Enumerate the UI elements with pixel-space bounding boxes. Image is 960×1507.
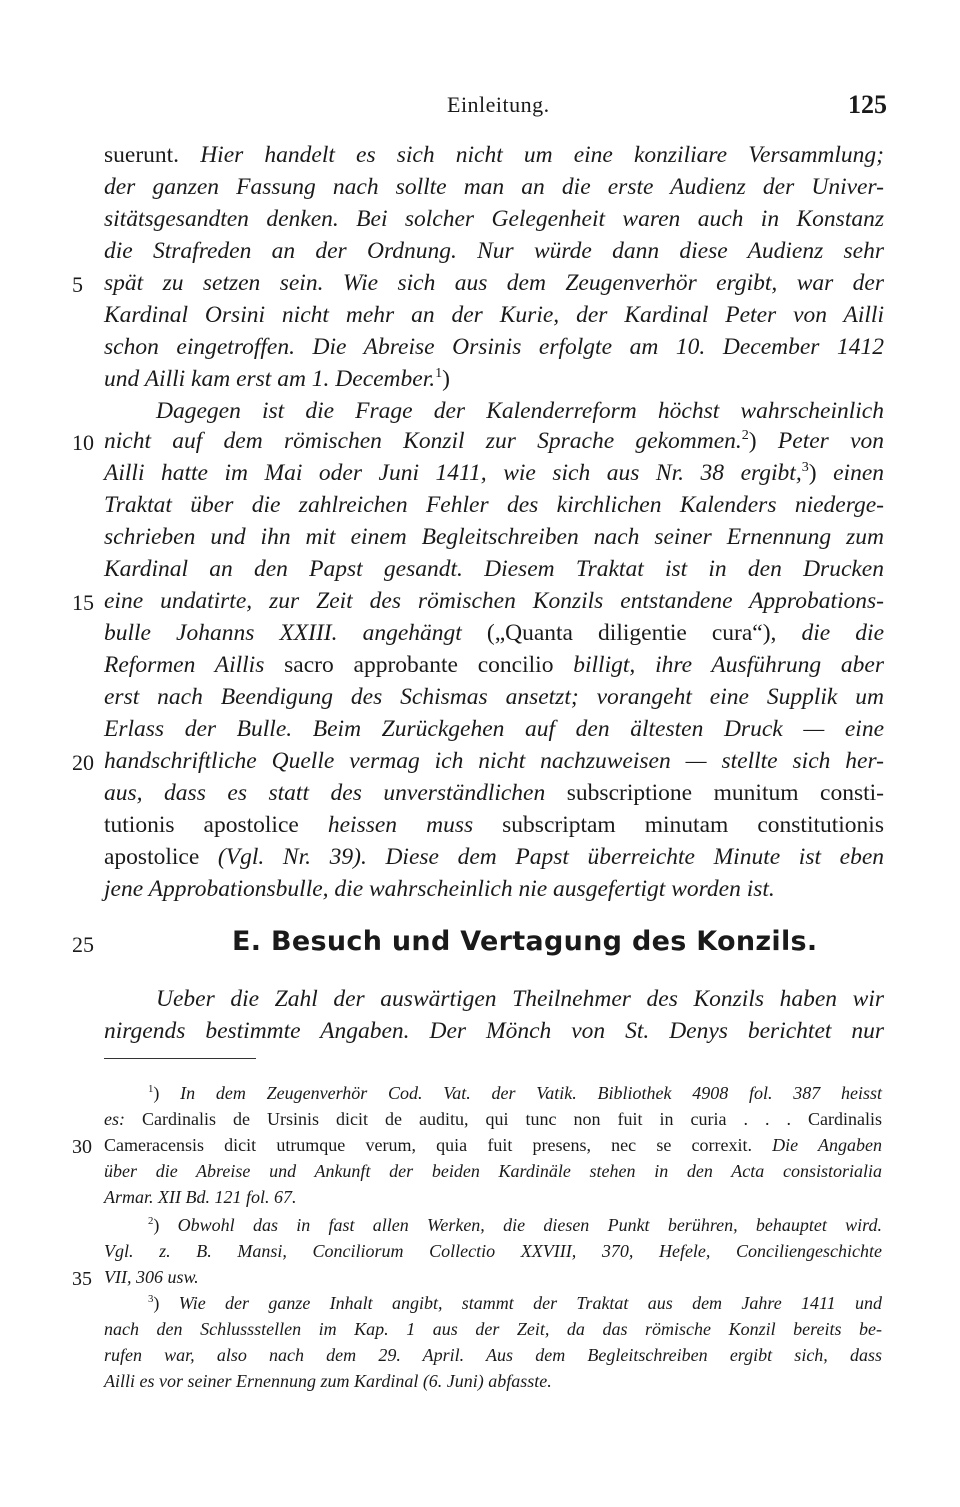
text-line: sitätsgesandten denken. Bei solcher Gelegenheit waren auch in Konstanz xyxy=(104,206,884,232)
text-line: Erlass der Bulle. Beim Zurückgehen auf den ältesten Druck — eine xyxy=(104,716,884,742)
text-line: und Ailli kam erst am 1. December.$^1$) xyxy=(104,365,450,392)
text-line: apostolice (Vgl. Nr. 39). Diese dem Papst überreichte Minute ist eben xyxy=(104,844,885,870)
page-number: 125 xyxy=(848,90,887,119)
footnote-line: rufen war, also nach dem 29. April. Aus dem Begleitschreiben ergibt sich, dass xyxy=(104,1345,882,1365)
text-line: handschriftliche Quelle vermag ich nicht nachzuweisen — stellte sich her- xyxy=(104,748,884,774)
footnote-line: es: Cardinalis de Ursinis dicit de auditu, qui tunc non fuit in curia . . . Cardinalis xyxy=(104,1109,882,1129)
footnote-line: Cameracensis dicit utrumque verum, quia fuit presens, nec se correxit. Die Angaben xyxy=(104,1135,882,1155)
line-number: 15 xyxy=(72,590,94,615)
running-head xyxy=(0,92,960,128)
text-line: Kardinal an den Papst gesandt. Diesem Traktat ist in den Drucken xyxy=(104,556,884,582)
text-line: Kardinal Orsini nicht mehr an der Kurie, der Kardinal Peter von Ailli xyxy=(104,302,884,328)
text-line: die Strafreden an der Ordnung. Nur würde dann diese Audienz sehr xyxy=(104,238,884,264)
footnote-line: Armar. XII Bd. 121 fol. 67. xyxy=(104,1187,297,1207)
running-head-title: Einleitung. xyxy=(447,92,550,117)
text-line: nirgends bestimmte Angaben. Der Mönch von St. Denys berichtet nur xyxy=(104,1018,884,1044)
line-number: 10 xyxy=(72,430,94,455)
text-line: erst nach Beendigung des Schismas ansetzt; vorangeht eine Supplik um xyxy=(104,684,884,710)
line-number: 35 xyxy=(72,1268,92,1290)
text-line: nicht auf dem römischen Konzil zur Sprache gekommen.$^2$) Peter von xyxy=(104,427,884,454)
text-line: bulle Johanns XXIII. angehängt („Quanta diligentie cura“), die die xyxy=(104,620,885,646)
text-line: Ueber die Zahl der auswärtigen Theilnehmer des Konzils haben wir xyxy=(156,986,884,1012)
line-number: 20 xyxy=(72,750,94,775)
footnote-line: VII, 306 usw. xyxy=(104,1267,199,1287)
footnote-line: $^2$) Obwohl das in fast allen Werken, die diesen Punkt berühren, behauptet wird. xyxy=(148,1215,882,1235)
footnote-rule xyxy=(104,1058,256,1059)
section-heading: E. Besuch und Vertagung des Konzils. xyxy=(232,926,818,957)
text-line: schrieben und ihn mit einem Begleitschreiben nach seiner Ernennung zum xyxy=(104,524,884,550)
text-line: schon eingetroffen. Die Abreise Orsinis erfolgte am 10. December 1412 xyxy=(104,334,884,360)
footnote-line: nach den Schlussstellen im Kap. 1 aus der Zeit, da das römische Konzil bereits be- xyxy=(104,1319,882,1339)
text-line: jene Approbationsbulle, die wahrscheinlich nie ausgefertigt worden ist. xyxy=(104,876,775,902)
footnote-line: $^3$) Wie der ganze Inhalt angibt, stammt der Traktat aus dem Jahre 1411 und xyxy=(148,1293,882,1313)
text-line: spät zu setzen sein. Wie sich aus dem Zeugenverhör ergibt, war der xyxy=(104,270,884,296)
text-line: Reformen Aillis sacro approbante concilio billigt, ihre Ausführung aber xyxy=(104,652,884,678)
line-number: 30 xyxy=(72,1136,92,1158)
text-line: tutionis apostolice heissen muss subscriptam minutam constitutionis xyxy=(104,812,884,838)
footnote-line: $^1$) In dem Zeugenverhör Cod. Vat. der Vatik. Bibliothek 4908 fol. 387 heisst xyxy=(148,1083,882,1103)
footnote-line: über die Abreise und Ankunft der beiden Kardinäle stehen in den Acta consistorialia xyxy=(104,1161,882,1181)
text-line: suerunt. Hier handelt es sich nicht um eine konziliare Versammlung; xyxy=(104,142,885,168)
footnote-line: Ailli es vor seiner Ernennung zum Kardinal (6. Juni) abfasste. xyxy=(104,1371,552,1391)
footnote-line: Vgl. z. B. Mansi, Conciliorum Collectio XXVIII, 370, Hefele, Conciliengeschichte xyxy=(104,1241,882,1261)
text-line: Dagegen ist die Frage der Kalenderreform höchst wahrscheinlich xyxy=(156,398,884,424)
line-number: 25 xyxy=(72,932,94,957)
text-line: aus, dass es statt des unverständlichen subscriptione munitum consti- xyxy=(104,780,885,806)
line-number: 5 xyxy=(72,272,83,297)
text-line: der ganzen Fassung nach sollte man an die erste Audienz der Univer- xyxy=(104,174,884,200)
text-line: eine undatirte, zur Zeit des römischen Konzils entstandene Approbations- xyxy=(104,588,884,614)
text-line: Ailli hatte im Mai oder Juni 1411, wie sich aus Nr. 38 ergibt,$^3$) einen xyxy=(104,459,884,486)
text-line: Traktat über die zahlreichen Fehler des kirchlichen Kalenders niederge- xyxy=(104,492,884,518)
